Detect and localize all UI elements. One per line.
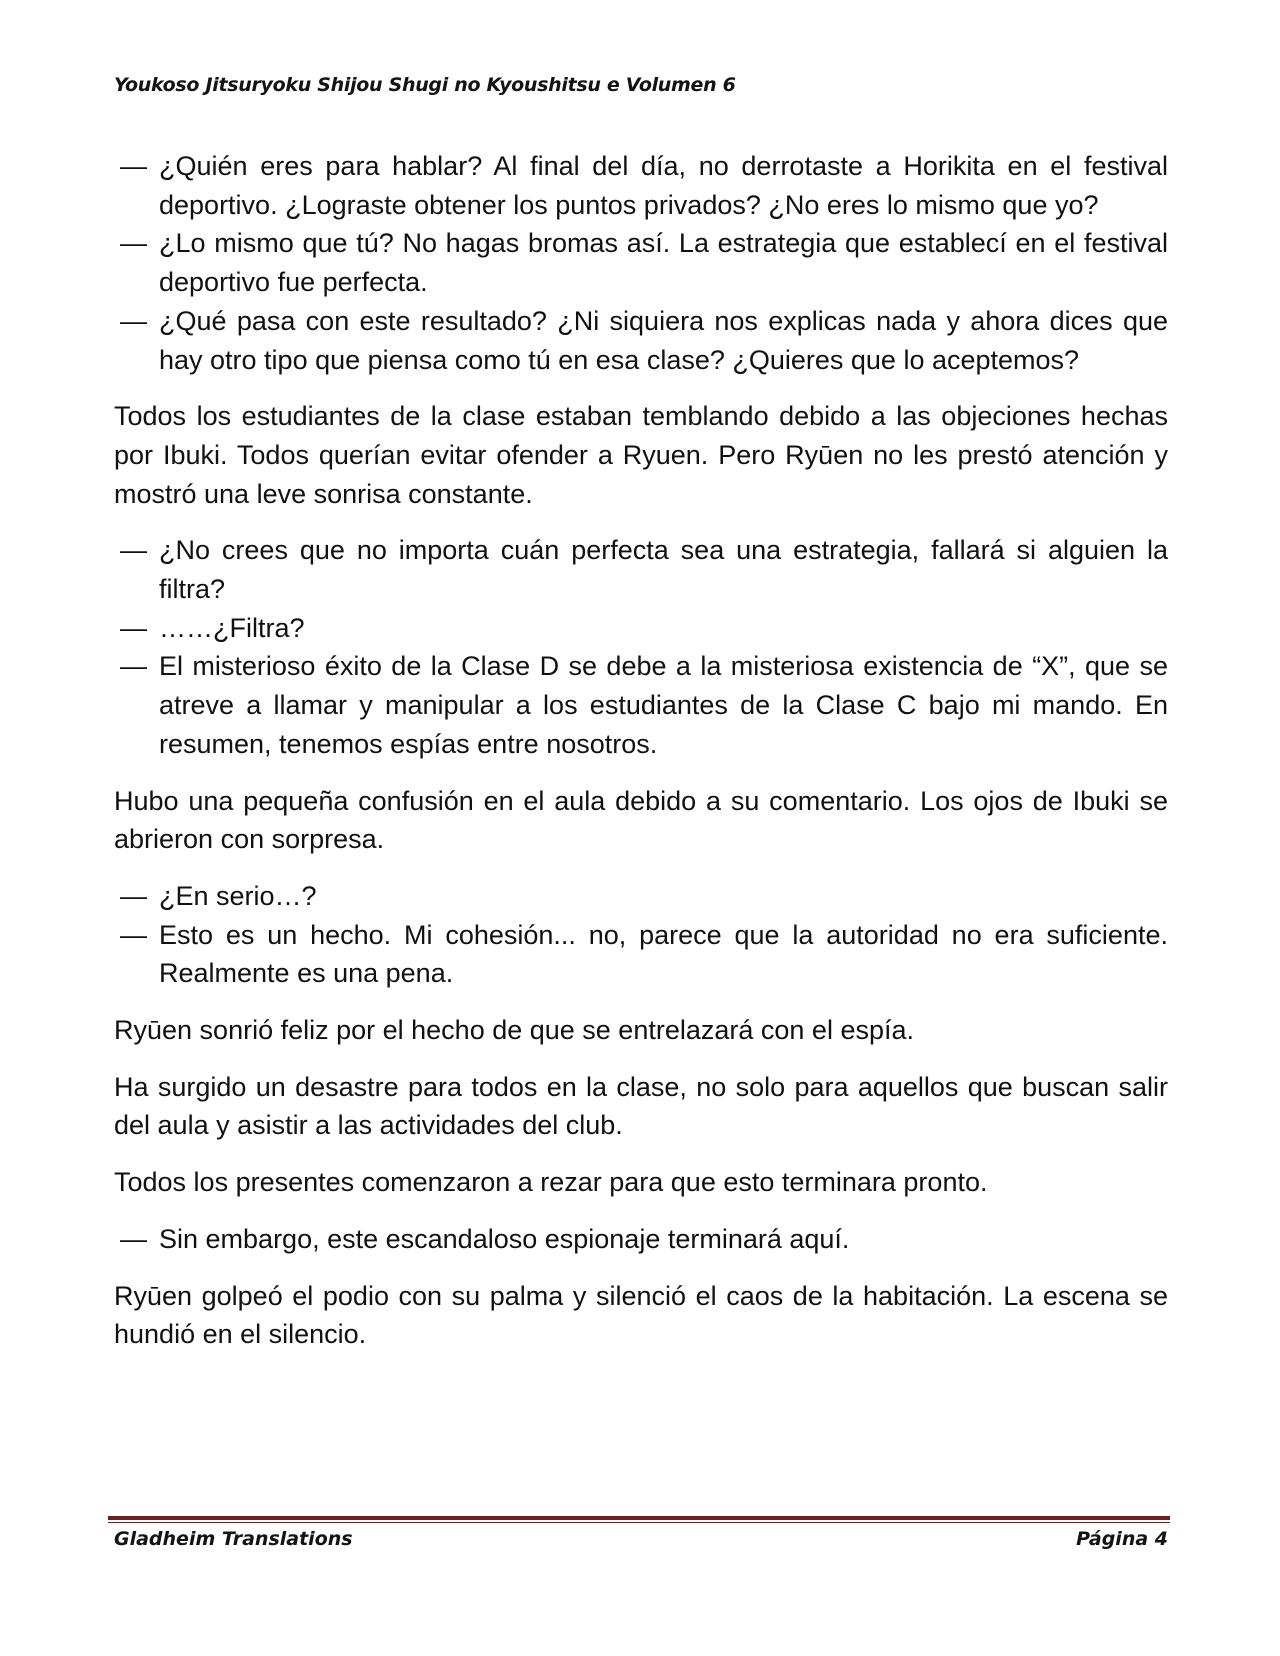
dialogue-group bbox=[114, 147, 1168, 379]
page-footer bbox=[114, 1528, 1168, 1550]
dialogue-text: ¿Quién eres para hablar? Al final del día, no derrotaste a Horikita en el festival deportivo. ¿Lograste obtener los puntos privados? ¿No eres lo mismo que yo? bbox=[159, 151, 1168, 220]
dialogue-group bbox=[114, 531, 1168, 763]
dialogue-group bbox=[114, 877, 1168, 993]
narration-paragraph: Todos los estudiantes de la clase estaban temblando debido a las objeciones hechas por Ibuki. Todos querían evitar ofender a Ryuen. Pero Ryūen no les prestó atención y mostró una leve sonrisa constante. bbox=[114, 401, 1168, 509]
dialogue-dash: — bbox=[120, 535, 147, 566]
narration-paragraph: Ha surgido un desastre para todos en la clase, no solo para aquellos que buscan salir del aula y asistir a las actividades del club. bbox=[114, 1071, 1168, 1141]
dialogue-line bbox=[114, 224, 1168, 301]
dialogue-line bbox=[114, 609, 1168, 648]
narration-paragraph: Ryūen golpeó el podio con su palma y silenció el caos de la habitación. La escena se hundió en el silencio. bbox=[114, 1280, 1168, 1350]
dialogue-dash: — bbox=[120, 880, 147, 911]
dialogue-group bbox=[114, 1220, 1168, 1259]
dialogue-dash: — bbox=[120, 651, 147, 682]
dialogue-line bbox=[114, 647, 1168, 763]
dialogue-dash: — bbox=[120, 612, 147, 643]
dialogue-line bbox=[114, 877, 1168, 916]
dialogue-line bbox=[114, 147, 1168, 224]
dialogue-line bbox=[114, 1220, 1168, 1259]
dialogue-dash: — bbox=[120, 228, 147, 259]
dialogue-dash: — bbox=[120, 1223, 147, 1254]
dialogue-dash: — bbox=[120, 919, 147, 950]
dialogue-text: ……¿Filtra? bbox=[159, 612, 305, 643]
dialogue-dash: — bbox=[120, 305, 147, 336]
dialogue-text: Sin embargo, este escandaloso espionaje terminará aquí. bbox=[159, 1223, 850, 1254]
dialogue-text: ¿En serio…? bbox=[159, 880, 317, 911]
dialogue-line bbox=[114, 531, 1168, 608]
dialogue-line bbox=[114, 302, 1168, 379]
dialogue-line bbox=[114, 916, 1168, 993]
narration-paragraph: Ryūen sonrió feliz por el hecho de que se entrelazará con el espía. bbox=[114, 1015, 914, 1046]
footer-page-number: Página 4 bbox=[1076, 1528, 1168, 1550]
page-body bbox=[114, 147, 1168, 1372]
page-header-title: Youkoso Jitsuryoku Shijou Shugi no Kyoushitsu e Volumen 6 bbox=[114, 74, 736, 96]
narration-paragraph: Todos los presentes comenzaron a rezar para que esto terminara pronto. bbox=[114, 1167, 988, 1198]
footer-translator: Gladheim Translations bbox=[114, 1528, 353, 1550]
dialogue-text: ¿Lo mismo que tú? No hagas bromas así. La estrategia que establecí en el festival deportivo fue perfecta. bbox=[159, 228, 1168, 298]
dialogue-text: Esto es un hecho. Mi cohesión... no, parece que la autoridad no era suficiente. Realmente es una pena. bbox=[159, 919, 1168, 989]
dialogue-text: El misterioso éxito de la Clase D se debe a la misteriosa existencia de “X”, que se atreve a llamar y manipular a los estudiantes de la Clase C bajo mi mando. En resumen, tenemos espías entre nosotros. bbox=[159, 651, 1168, 759]
dialogue-text: ¿Qué pasa con este resultado? ¿Ni siquiera nos explicas nada y ahora dices que hay otro tipo que piensa como tú en esa clase? ¿Quieres que lo aceptemos? bbox=[159, 305, 1168, 375]
dialogue-text: ¿No crees que no importa cuán perfecta sea una estrategia, fallará si alguien la filtra? bbox=[159, 535, 1168, 605]
dialogue-dash: — bbox=[120, 151, 147, 181]
footer-divider bbox=[108, 1516, 1170, 1523]
narration-paragraph: Hubo una pequeña confusión en el aula debido a su comentario. Los ojos de Ibuki se abrieron con sorpresa. bbox=[114, 785, 1168, 855]
